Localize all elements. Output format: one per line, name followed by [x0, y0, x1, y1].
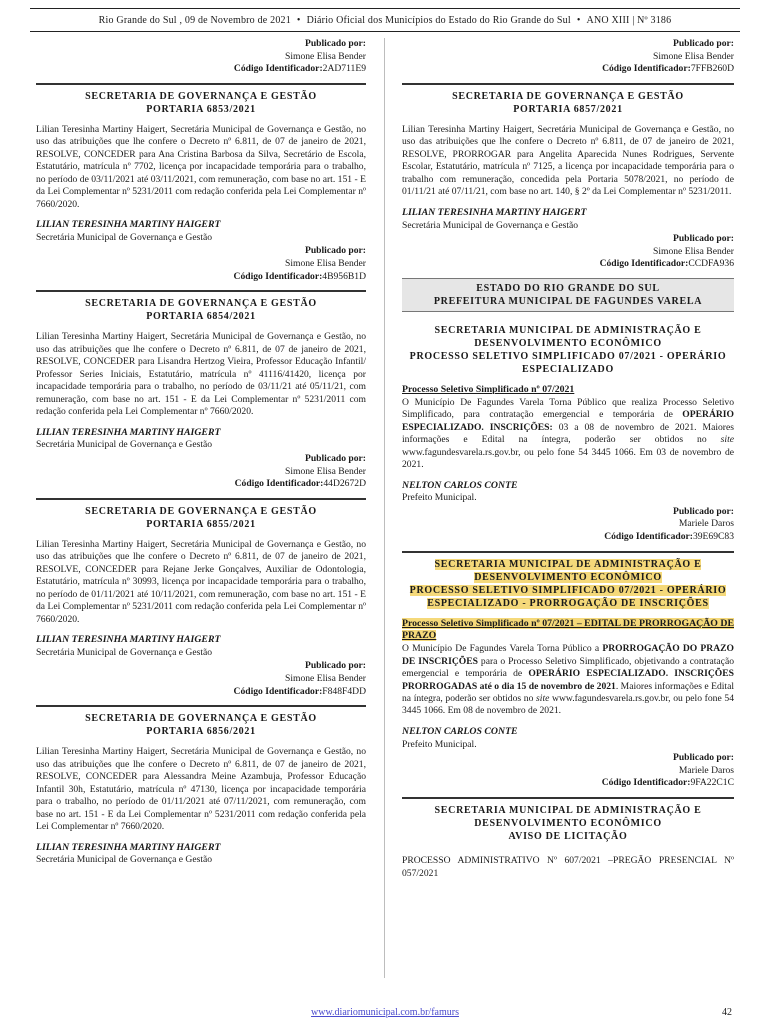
publication-info	[402, 38, 734, 76]
portaria-text: Lilian Teresinha Martiny Haigert, Secretária Municipal de Governança e Gestão, no uso das atribuições que lhe confere o Decreto nº 6.811, de 07 de janeiro de 2021, RESOLVE, CONCEDER para Rejane Jerke Gonçalves, Auxiliar de Odontologia, Estatutário, matrícula nº 30993, licença por incapacidade temporária para o trabalho, no período de 01/11/2021 até 10/11/2021, com remuneração, com base no art. 151 - E da Lei Complementar nº 5231/2011 com redação conferida pela Lei Complementar nº 7660/2020.	[36, 538, 366, 625]
secretariat-name: SECRETARIA MUNICIPAL DE ADMINISTRAÇÃO E DESENVOLVIMENTO ECONÔMICO	[434, 805, 702, 830]
code-value: 2AD711E9	[322, 63, 366, 75]
process-text	[402, 618, 734, 718]
process-heading: PROCESSO SELETIVO SIMPLIFICADO 07/2021 - OPERÁRIO ESPECIALIZADO - PRORROGAÇÃO DE INSCRIÇÕES	[409, 584, 727, 609]
signer-name: LILIAN TERESINHA MARTINY HAIGERT	[36, 841, 221, 853]
header-separator: •	[296, 14, 301, 26]
signer-title: Secretária Municipal de Governança e Gestão	[36, 231, 213, 243]
secretariat-name: SECRETARIA DE GOVERNANÇA E GESTÃO	[85, 505, 317, 517]
process-text-bold: OPERÁRIO ESPECIALIZADO. INSCRIÇÕES PRORROGADAS até o dia 15 de novembro de 2021	[402, 668, 734, 692]
signer-name: LILIAN TERESINHA MARTINY HAIGERT	[36, 426, 221, 438]
code-label: Código Identificador:	[233, 270, 323, 282]
header-edition: ANO XIII | Nº 3186	[586, 14, 672, 26]
process-text-part: www.fagundesvarela.rs.gov.br, ou pelo fone 54 3445 1066. Em 08 de novembro de 2021.	[402, 693, 734, 717]
portaria-text: Lilian Teresinha Martiny Haigert, Secretária Municipal de Governança e Gestão, no uso das atribuições que lhe confere o Decreto nº 6.811, de 07 de janeiro de 2021, RESOLVE, PRORROGAR para Angelita Aparecida Nunes Rodrigues, Servente Escolar, Estatutário, matrícula nº 7125, a licença por incapacidade temporária para o trabalho com remuneração, concedida pela Portaria 5078/2021, no período de 01/11/21 até 07/11/21, com base no art. 140, § 2º da Lei Complementar nº 5231/2011.	[402, 123, 734, 198]
portaria-number: PORTARIA 6855/2021	[146, 518, 256, 530]
publication-info	[36, 453, 366, 491]
publication-info	[402, 506, 734, 544]
code-value: 44D2672D	[323, 478, 366, 490]
publisher-name: Mariele Daros	[678, 518, 734, 530]
section-heading	[36, 297, 366, 323]
process-text	[402, 384, 734, 472]
code-label: Código Identificador:	[599, 258, 689, 270]
process-heading: PROCESSO SELETIVO SIMPLIFICADO 07/2021 - OPERÁRIO ESPECIALIZADO	[409, 350, 727, 375]
code-value: 4B956B1D	[322, 270, 366, 282]
signer-name: LILIAN TERESINHA MARTINY HAIGERT	[36, 219, 221, 231]
publication-info	[36, 38, 366, 76]
page-number: 42	[722, 1007, 732, 1018]
process-text-italic: site	[720, 434, 734, 446]
process-text-bold: PRORROGAÇÃO DO PRAZO DE INSCRIÇÕES	[402, 643, 734, 667]
secretariat-name: SECRETARIA DE GOVERNANÇA E GESTÃO	[85, 298, 317, 310]
process-text-part: O Município De Fagundes Varela Torna Público que realiza Processo Seletivo Simplificado, para contratação emergencial e temporária de	[402, 396, 734, 421]
publication-info	[36, 245, 366, 283]
portaria-text: Lilian Teresinha Martiny Haigert, Secretária Municipal de Governança e Gestão, no uso das atribuições que lhe confere o Decreto nº 6.811, de 07 de janeiro de 2021, RESOLVE, CONCEDER para Ana Cristina Barbosa da Silva, Secretário de Escola, Estatutário, matrícula nº 7702, licença por incapacidade temporária para o trabalho, no período de 03/11/2021 até 03/11/2021, com remuneração, com base no art. 151 - E da Lei Complementar nº 5231/2011 com redação conferida pela Lei Complementar nº 7660/2020.	[36, 123, 366, 210]
process-text-italic: site	[536, 693, 550, 705]
published-by-label: Publicado por:	[304, 452, 366, 464]
section-rule	[402, 797, 734, 799]
section-heading	[402, 90, 734, 116]
published-by-label: Publicado por:	[672, 38, 734, 49]
publication-info	[402, 233, 734, 271]
code-value: CCDFA936	[688, 258, 734, 270]
process-title: Processo Seletivo Simplificado nº 07/2021	[402, 383, 575, 395]
signer-name: LILIAN TERESINHA MARTINY HAIGERT	[36, 634, 221, 646]
code-label: Código Identificador:	[604, 531, 693, 543]
portaria-text: Lilian Teresinha Martiny Haigert, Secretária Municipal de Governança e Gestão, no uso das atribuições que lhe confere o Decreto nº 6.811, de 07 de janeiro de 2021, RESOLVE, CONCEDER para Lisandra Hertzog Vieira, Professor Educação Infantil/ Professor Series Iniciais, Estatutário, matrícula nº 41116/41420, licença por incapacidade temporária para o trabalho, no período de 03/11/21 até 05/11/21, com remuneração, com base no art. 151 - E da Lei Complementar nº 5231/2011 com redação conferida pela Lei Complementar nº 7660/2020.	[36, 331, 366, 418]
portaria-number: PORTARIA 6853/2021	[146, 103, 256, 115]
section-rule	[36, 83, 366, 85]
right-column	[402, 38, 734, 978]
publisher-name: Simone Elisa Bender	[653, 50, 734, 62]
state-name: ESTADO DO RIO GRANDE DO SUL	[476, 282, 660, 294]
process-text-part: para o Processo Seletivo Simplificado, objetivando a contratação emergencial e temporária de	[402, 655, 734, 680]
section-heading	[36, 505, 366, 531]
process-text-part: www.fagundesvarela.rs.gov.br, ou pelo fone 54 3445 1066. Em 03 de novembro de 2021.	[402, 446, 734, 471]
section-heading	[36, 90, 366, 116]
section-heading	[402, 558, 734, 610]
signer-title: Prefeito Municipal.	[402, 738, 477, 750]
publisher-name: Simone Elisa Bender	[653, 245, 734, 257]
code-value: 39E69C83	[692, 531, 734, 543]
section-rule	[402, 83, 734, 85]
published-by-label: Publicado por:	[304, 660, 366, 672]
code-label: Código Identificador:	[602, 63, 691, 75]
section-heading	[402, 324, 734, 376]
header-location-date: Rio Grande do Sul , 09 de Novembro de 2021	[98, 14, 291, 26]
process-title: Processo Seletivo Simplificado nº 07/2021 – EDITAL DE PRORROGAÇÃO DE PRAZO	[402, 617, 734, 642]
left-column	[36, 38, 366, 978]
portaria-number: PORTARIA 6857/2021	[513, 103, 623, 115]
code-label: Código Identificador:	[601, 777, 691, 789]
secretariat-name: SECRETARIA DE GOVERNANÇA E GESTÃO	[85, 713, 317, 725]
publisher-name: Simone Elisa Bender	[285, 258, 366, 270]
code-label: Código Identificador:	[234, 478, 324, 490]
signer-name: NELTON CARLOS CONTE	[402, 479, 518, 491]
footer-website-link[interactable]: www.diariomunicipal.com.br/famurs	[311, 1007, 459, 1018]
section-heading	[36, 712, 366, 738]
publisher-name: Simone Elisa Bender	[285, 50, 366, 62]
published-by-label: Publicado por:	[304, 38, 366, 49]
code-value: 9FA22C1C	[690, 777, 734, 789]
signer-title: Secretária Municipal de Governança e Gestão	[36, 854, 213, 866]
column-divider	[384, 38, 385, 978]
portaria-number: PORTARIA 6854/2021	[146, 311, 256, 323]
page-header	[30, 8, 740, 32]
portaria-number: PORTARIA 6856/2021	[146, 726, 256, 738]
publisher-name: Mariele Daros	[678, 764, 734, 776]
secretariat-name: SECRETARIA MUNICIPAL DE ADMINISTRAÇÃO E DESENVOLVIMENTO ECONÔMICO	[434, 558, 702, 583]
process-text-part: O Município De Fagundes Varela Torna Público a	[402, 643, 603, 655]
signer-title: Prefeito Municipal.	[402, 492, 477, 504]
published-by-label: Publicado por:	[304, 245, 366, 257]
header-journal-name: Diário Oficial dos Municípios do Estado do Rio Grande do Sul	[306, 14, 571, 26]
publisher-name: Simone Elisa Bender	[285, 465, 366, 477]
process-text-part: . Maiores informações e Edital na íntegra, poderão ser obtidos no	[402, 680, 734, 705]
section-rule	[36, 498, 366, 500]
signer-title: Secretária Municipal de Governança e Gestão	[402, 219, 579, 231]
published-by-label: Publicado por:	[672, 232, 734, 244]
notice-heading: AVISO DE LICITAÇÃO	[508, 831, 628, 843]
publication-info	[36, 660, 366, 698]
signer-title: Secretária Municipal de Governança e Gestão	[36, 646, 213, 658]
published-by-label: Publicado por:	[672, 505, 734, 517]
published-by-label: Publicado por:	[672, 752, 734, 764]
code-label: Código Identificador:	[233, 685, 323, 697]
section-rule	[402, 551, 734, 553]
portaria-text: Lilian Teresinha Martiny Haigert, Secretária Municipal de Governança e Gestão, no uso das atribuições que lhe confere o Decreto nº 6.811, de 07 de janeiro de 2021, RESOLVE, CONCEDER para Alessandra Meine Azambuja, Professor Educação Infantil 30h, Estatutário, matrícula nº 47130, licença por incapacidade temporária para o trabalho, no período de 01/11/2021 até 07/11/2021, com remuneração, com base no art. 151 - E da Lei Complementar nº 5231/2011 com redação conferida pela Lei Complementar nº 7660/2020.	[36, 746, 366, 833]
code-value: 7FFB260D	[690, 63, 734, 75]
signer-name: LILIAN TERESINHA MARTINY HAIGERT	[402, 206, 587, 218]
secretariat-name: SECRETARIA DE GOVERNANÇA E GESTÃO	[452, 90, 684, 102]
section-rule	[36, 290, 366, 292]
notice-text: PROCESSO ADMINISTRATIVO Nº 607/2021 –PREGÃO PRESENCIAL Nº 057/2021	[402, 855, 734, 879]
secretariat-name: SECRETARIA DE GOVERNANÇA E GESTÃO	[85, 90, 317, 102]
municipality-header-box	[402, 278, 734, 312]
publisher-name: Simone Elisa Bender	[285, 673, 366, 685]
prefecture-name: PREFEITURA MUNICIPAL DE FAGUNDES VARELA	[433, 295, 703, 307]
code-value: F848F4DD	[322, 685, 366, 697]
secretariat-name: SECRETARIA MUNICIPAL DE ADMINISTRAÇÃO E DESENVOLVIMENTO ECONÔMICO	[434, 324, 702, 349]
code-label: Código Identificador:	[233, 63, 323, 75]
signer-name: NELTON CARLOS CONTE	[402, 725, 518, 737]
section-rule	[36, 705, 366, 707]
publication-info	[402, 752, 734, 790]
process-text-bold: OPERÁRIO ESPECIALIZADO. INSCRIÇÕES:	[402, 409, 734, 433]
header-separator: •	[576, 14, 581, 26]
process-text-part: 03 a 08 de novembro de 2021. Maiores informações e Edital na íntegra, poderão ser obtidos no	[402, 421, 734, 446]
signer-title: Secretária Municipal de Governança e Gestão	[36, 439, 213, 451]
section-heading	[402, 804, 734, 843]
